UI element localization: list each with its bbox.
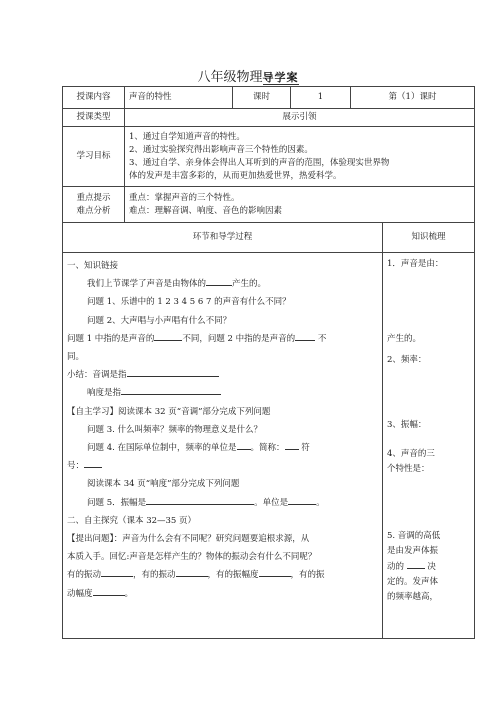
- keypoints-label-1: 重点提示: [76, 192, 111, 203]
- type-label: 授课类型: [63, 109, 125, 127]
- k-amplitude: 3、振幅：: [387, 420, 427, 430]
- k-pitch-1: 5. 音调的高低: [387, 531, 441, 541]
- process-body: [63, 253, 383, 639]
- lesson-label: 授课内容: [63, 87, 125, 109]
- k-produced: 产生的。: [387, 334, 422, 344]
- process-header: 环节和导学过程: [63, 223, 383, 253]
- goals-label: 学习目标: [63, 127, 125, 187]
- question-4: 问题 4. 在国际单位制中，频率的单位是 。简称： 符: [67, 439, 378, 457]
- k-pitch-5: 的频率越高，: [387, 592, 439, 602]
- summary-loudness: 响度是指: [67, 384, 378, 402]
- type-value: 展示引领: [125, 109, 475, 127]
- raise-question-2: 本质入手。回忆:声音是怎样产生的？物体的振动会有什么不同呢？: [67, 552, 317, 563]
- key-focus: 重点：掌握声音的三个特性。: [129, 192, 240, 203]
- k-pitch-3: 动的 决: [387, 559, 470, 575]
- keypoints-label-2: 难点分析: [76, 205, 111, 216]
- raise-question-4: 动幅度 。: [67, 585, 378, 603]
- keypoints-label: [63, 187, 125, 223]
- question-5: 问题 5．振幅是 。单位是 。: [67, 494, 378, 512]
- question-1: 问题 1、乐谱中的 1 2 3 4 5 6 7 的声音有什么不同？: [87, 297, 291, 308]
- period-seq: 第（1）课时: [351, 87, 475, 109]
- keypoints-content: [125, 187, 475, 223]
- line-compare-end: 同。: [67, 352, 85, 363]
- key-difficulty: 难点：理解音调、响度、音色的影响因素: [129, 205, 283, 216]
- knowledge-body: [383, 253, 475, 639]
- lesson-plan-table: [62, 86, 475, 639]
- k-three-traits-1: 4、声音的三: [387, 449, 435, 459]
- section1-title: 一、知识链接: [67, 261, 119, 271]
- raise-question-1: 【提出问题】：声音为什么会有不同呢？研究问题要追根求源，从: [67, 534, 310, 545]
- title-main: 八年级物理: [197, 70, 263, 85]
- self-study-1: 【自主学习】阅读课本 32 页“音调”部分完成下列问题: [67, 406, 271, 417]
- goal-item: 2、通过实验探究得出影响声音三个特性的因素。: [129, 144, 313, 155]
- goal-item: 3、通过自学、亲身体会得出人耳听到的声音的范围，体验现实世界物: [129, 157, 390, 168]
- k-sound-source: 1．声音是由：: [387, 259, 444, 269]
- lesson-value: 声音的特性: [125, 87, 233, 109]
- k-pitch-2: 是由发声体振: [387, 546, 439, 556]
- question-4-symbol: 号：: [67, 457, 378, 475]
- question-3: 问题 3. 什么叫频率？频率的物理意义是什么？: [87, 424, 263, 435]
- title-suffix: 导学案: [262, 71, 299, 84]
- knowledge-header: 知识梳理: [383, 223, 475, 253]
- goal-item: 1、通过自学知道声音的特性。: [129, 131, 245, 142]
- line-source: 我们上节课学了声音是由物体的 产生的。: [67, 275, 378, 293]
- summary-pitch: 小结：音调是指: [67, 366, 378, 384]
- line-compare: 问题 1 中指的是声音的 不同，问题 2 中指的是声音的 不: [67, 330, 378, 348]
- question-2: 问题 2、大声唱与小声唱有什么不同？: [87, 315, 232, 326]
- section2-title: 二、自主探究（课本 32—35 页）: [67, 515, 197, 526]
- goals-content: [125, 127, 475, 187]
- k-three-traits-2: 个特性是：: [387, 464, 430, 474]
- raise-question-3: 有的振动 ，有的振动 ，有的振幅度 ，有的振: [67, 566, 378, 584]
- period-label: 课时: [233, 87, 291, 109]
- k-pitch-4: 定的。发声体: [387, 577, 439, 587]
- page-title: [0, 66, 496, 85]
- period-value: 1: [291, 87, 351, 109]
- read-page-34: 阅读课本 34 页“响度”部分完成下列问题: [87, 479, 240, 490]
- goal-item: 体的发声是丰富多彩的，从而更加热爱世界，热爱科学。: [129, 170, 342, 181]
- k-frequency: 2、频率：: [387, 355, 427, 365]
